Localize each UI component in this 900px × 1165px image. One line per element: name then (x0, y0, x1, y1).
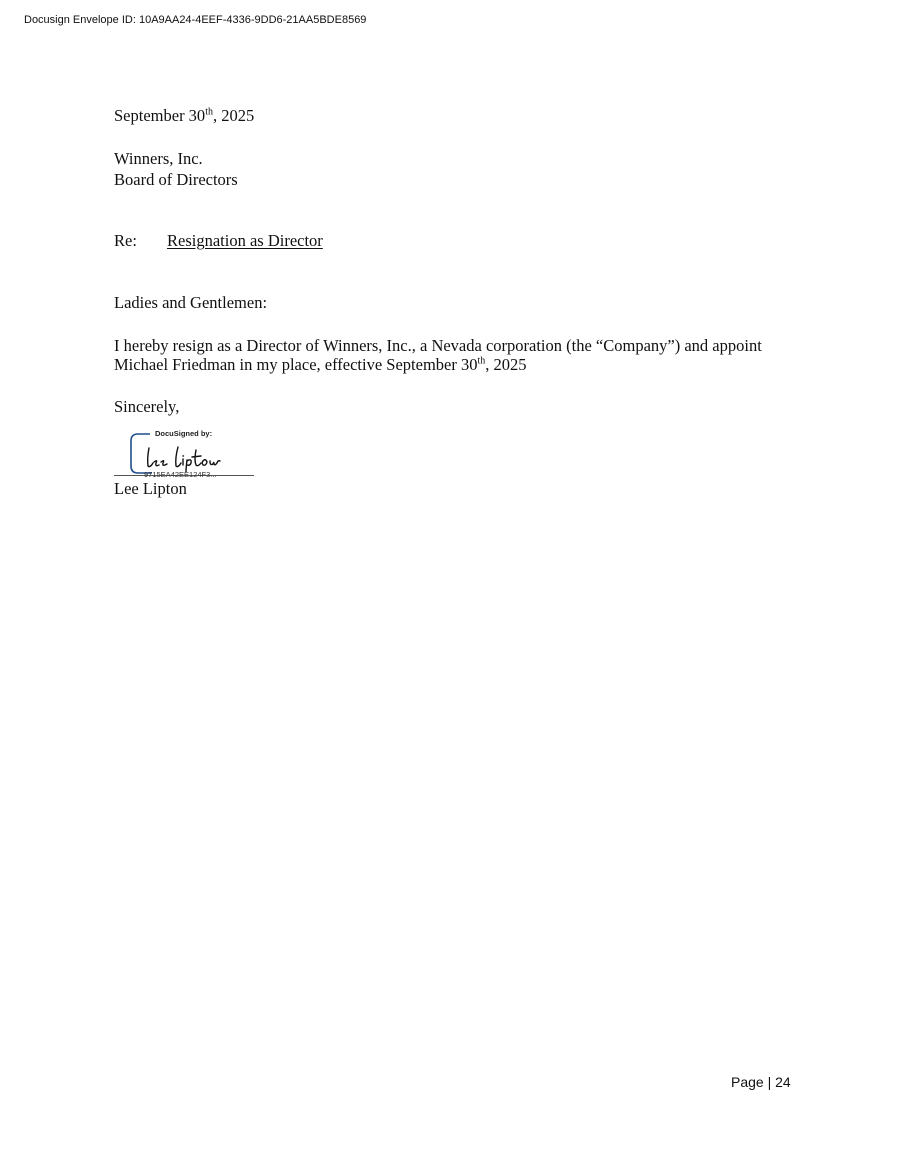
body-text-main: I hereby resign as a Director of Winners, Inc., a Nevada corporation (the “Company”) and appoint Michael Friedman in my place, effective September 30 (114, 336, 762, 374)
signature-id: 9715EA42EE124F3... (144, 470, 217, 479)
handwritten-signature (144, 444, 254, 472)
page-number: Page | 24 (731, 1074, 791, 1090)
envelope-id: Docusign Envelope ID: 10A9AA24-4EEF-4336-9DD6-21AA5BDE8569 (24, 14, 367, 26)
docusigned-by-label: DocuSigned by: (155, 429, 213, 438)
closing: Sincerely, (114, 397, 180, 416)
recipient-board: Board of Directors (114, 170, 238, 189)
salutation: Ladies and Gentlemen: (114, 293, 268, 312)
body-superscript: th (477, 355, 486, 367)
date-main: September 30 (114, 106, 206, 125)
signer-name: Lee Lipton (114, 479, 187, 498)
date-year: , 2025 (212, 106, 255, 125)
body-text-tail: , 2025 (485, 355, 527, 374)
letter-body (114, 336, 814, 374)
letter-date (114, 107, 254, 125)
date-superscript: th (205, 106, 213, 118)
re-subject: Resignation as Director (167, 231, 323, 250)
recipient-company: Winners, Inc. (114, 149, 203, 168)
re-label: Re: (114, 231, 137, 250)
